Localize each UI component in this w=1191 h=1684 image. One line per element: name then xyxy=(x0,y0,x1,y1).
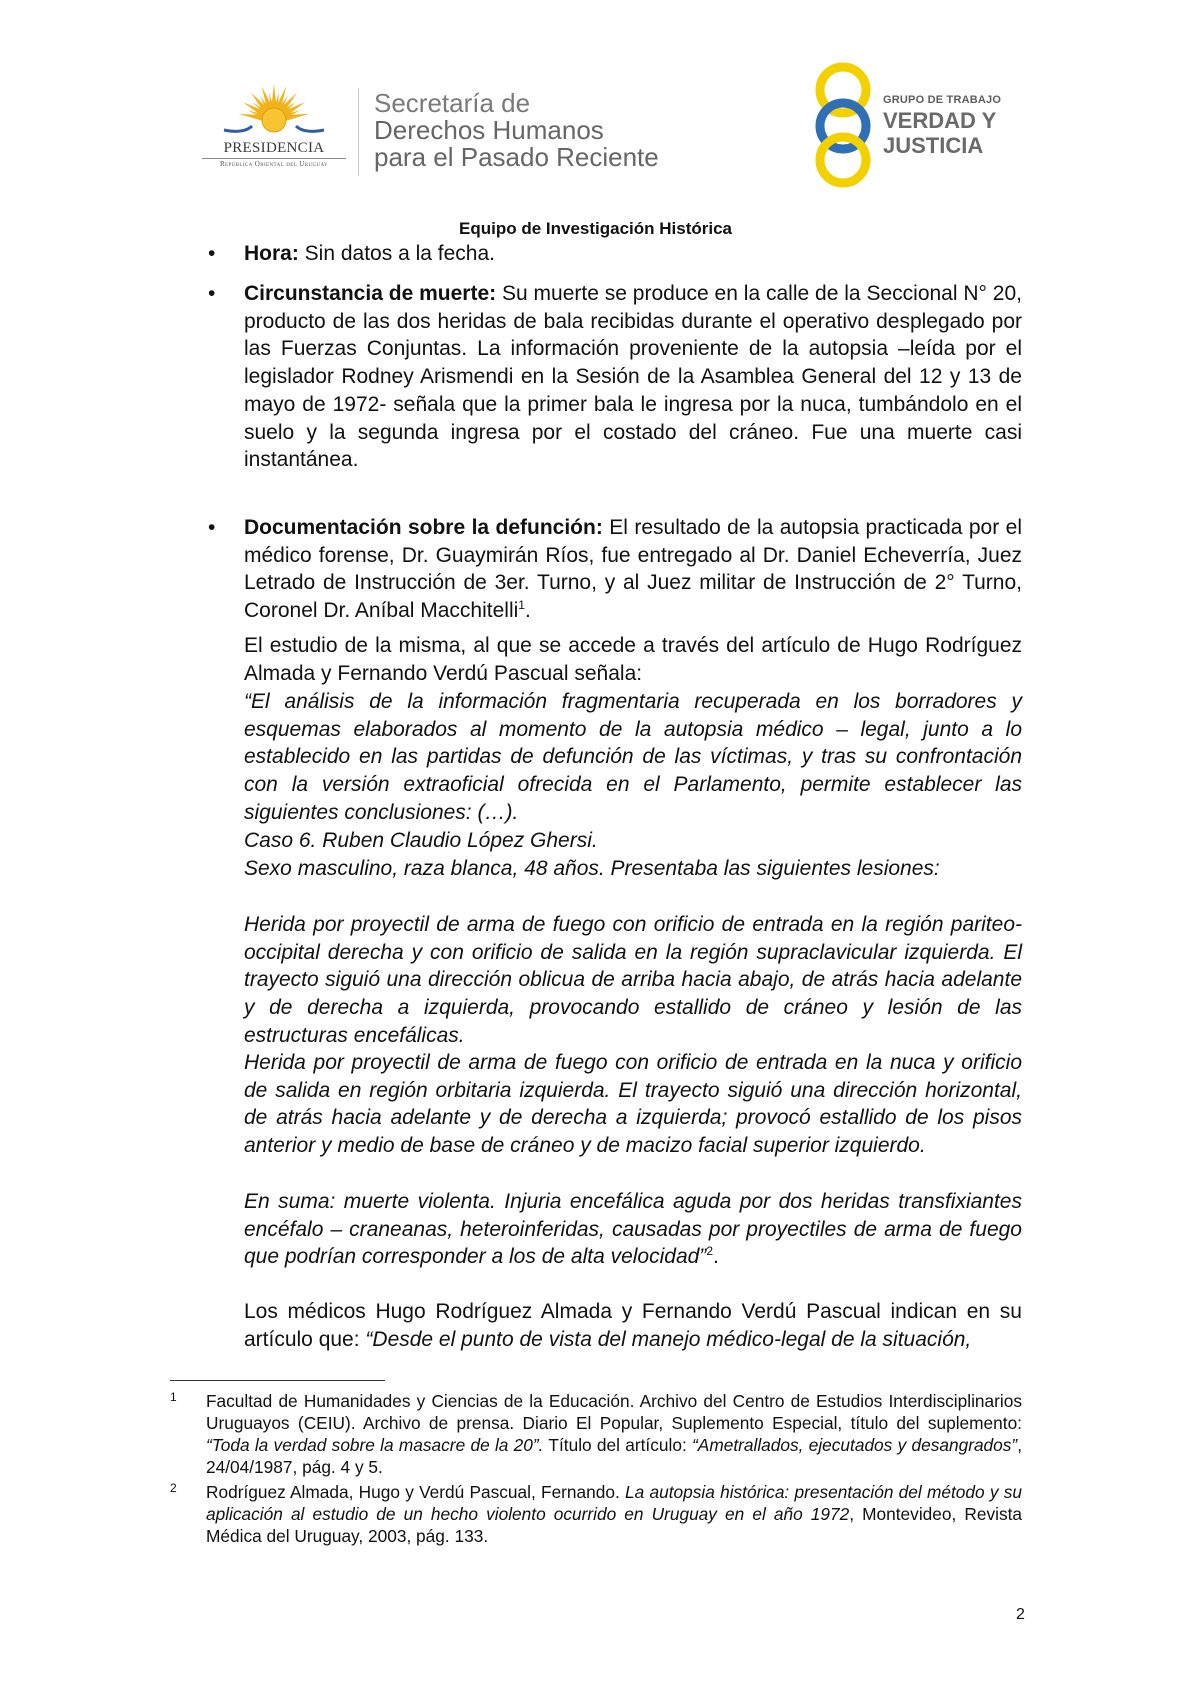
footnote-1-number: 1 xyxy=(170,1390,177,1404)
header-divider xyxy=(358,88,359,176)
equipo-heading: Equipo de Investigación Histórica xyxy=(459,219,732,238)
documentacion-end: . xyxy=(524,599,531,623)
quote-suma-end: . xyxy=(713,1245,719,1269)
fn1-text-a: Facultad de Humanidades y Ciencias de la Educación. Archivo del Centro de Estudios Interdisciplinarios Uruguayos (CEIU). Archivo de prensa. Diario El Popular, Suplemento Especial, título del suplemento: xyxy=(206,1391,1022,1433)
footnote-separator xyxy=(170,1380,385,1381)
secretaria-title xyxy=(374,90,659,171)
verdad-label: VERDAD Y xyxy=(883,108,997,133)
rings-icon xyxy=(808,62,878,188)
secretaria-line1: Secretaría de xyxy=(374,88,531,118)
documentacion-item xyxy=(244,514,1022,625)
secretaria-line2: Derechos Humanos xyxy=(374,115,604,145)
footnote-ref-1[interactable]: 1 xyxy=(518,598,525,613)
bullet-dot: • xyxy=(208,516,216,539)
footnote-2-number: 2 xyxy=(170,1481,177,1495)
hora-label: Hora: xyxy=(244,242,299,265)
sun-icon xyxy=(196,84,352,144)
presidencia-rule xyxy=(202,158,346,159)
fn1-italic-b: “Ametrallados, ejecutados y desangrados” xyxy=(692,1435,1018,1455)
estudio-paragraph: El estudio de la misma, al que se accede a través del artículo de Hugo Rodríguez Almada y Fernando Verdú Pascual señala: xyxy=(244,634,1022,685)
footnote-1 xyxy=(206,1390,1022,1478)
fn2-text-a: Rodríguez Almada, Hugo y Verdú Pascual, Fernando. xyxy=(206,1482,626,1502)
quote-suma-text: En suma: muerte violenta. Injuria encefálica aguda por dos heridas transfixiantes encéfalo – craneanas, heteroinferidas, causadas por proyectiles de arma de fuego que podrían corresponder a los de alta velocidad” xyxy=(244,1190,1022,1269)
documentacion-text: El resultado de la autopsia practicada por el médico forense, Dr. Guaymirán Ríos, fue entregado al Dr. Daniel Echeverría, Juez Letrado de Instrucción de 3er. Turno, y al Juez militar de Instrucción de 2° Turno, Coronel Dr. Aníbal Macchitelli xyxy=(244,516,1022,623)
page-number: 2 xyxy=(1016,1606,1025,1623)
quote-herida-2: Herida por proyectil de arma de fuego con orificio de entrada en la nuca y orificio de salida en región orbitaria izquierda. El trayecto siguió una dirección horizontal, de atrás hacia adelante y de derecha a izquierda; provocó estallido de los pisos anterior y medio de base de cráneo y de macizo facial superior izquierdo. xyxy=(244,1051,1022,1158)
circunstancia-text: Su muerte se produce en la calle de la Seccional N° 20, producto de las dos heridas de bala recibidas durante el operativo desplegado por las Fuerzas Conjuntas. La información proveniente de la autopsia –leída por el legislador Rodney Arismendi en la Sesión de la Asamblea General del 12 y 13 de mayo de 1972- señala que la primer bala le ingresa por la nuca, tumbándolo en el suelo y la segunda ingresa por el costado del cráneo. Fue una muerte casi instantánea. xyxy=(244,282,1022,472)
verdad-justicia-title xyxy=(883,108,996,158)
circunstancia-item xyxy=(244,280,1022,474)
presidencia-name: PRESIDENCIA xyxy=(223,140,325,156)
presidencia-logo xyxy=(196,84,352,176)
hora-item xyxy=(244,240,1022,268)
documentacion-label: Documentación sobre la defunción: xyxy=(244,516,603,539)
footnote-ref-2[interactable]: 2 xyxy=(706,1244,713,1259)
fn2-text-b: , Montevideo, Revista Médica del Uruguay, 2003, pág. 133. xyxy=(206,1504,1023,1546)
page-header xyxy=(0,0,1191,215)
quote-herida-1: Herida por proyectil de arma de fuego con orificio de entrada en la región pariteo-occipital derecha y con orificio de salida en la región supraclavicular izquierda. El trayecto siguió una dirección oblicua de arriba hacia abajo, de atrás hacia adelante y de derecha a izquierda, provocando estallido de cráneo y lesión de las estructuras encefálicas. xyxy=(244,913,1022,1047)
hora-text: Sin datos a la fecha. xyxy=(298,242,495,265)
medicos-quote: “Desde el punto de vista del manejo médico-legal de la situación, xyxy=(365,1327,972,1351)
circunstancia-label: Circunstancia de muerte: xyxy=(244,282,497,305)
justicia-label: JUSTICIA xyxy=(883,133,984,158)
bullet-dot: • xyxy=(208,282,216,305)
verdad-justicia-logo xyxy=(808,62,1028,188)
grupo-label: GRUPO DE TRABAJO xyxy=(883,94,1002,106)
fn1-text-b: Título del artículo: xyxy=(543,1435,693,1455)
quote-caso: Caso 6. Ruben Claudio López Ghersi. xyxy=(244,829,598,852)
fn1-text-c: , 24/04/1987, pág. 4 y 5. xyxy=(206,1435,1022,1477)
bullet-dot: • xyxy=(208,242,216,265)
presidencia-subtitle: República Oriental del Uruguay xyxy=(219,160,329,168)
medicos-text: Los médicos Hugo Rodríguez Almada y Fernando Verdú Pascual indican en su artículo que: xyxy=(244,1300,1022,1351)
fn1-italic-a: “Toda la verdad sobre la masacre de la 20”. xyxy=(206,1435,544,1455)
quote-sexo: Sexo masculino, raza blanca, 48 años. Presentaba las siguientes lesiones: xyxy=(244,857,940,880)
footnote-2 xyxy=(206,1481,1022,1547)
medicos-paragraph xyxy=(244,1298,1022,1353)
fn2-italic: La autopsia histórica: presentación del método y su aplicación al estudio de un hecho violento ocurrido en Uruguay en el año 1972 xyxy=(206,1482,1022,1524)
quote-suma xyxy=(244,1188,1022,1271)
secretaria-line3: para el Pasado Reciente xyxy=(374,142,659,172)
quote-analisis: “El análisis de la información fragmentaria recuperada en los borradores y esquemas elaborados al momento de la autopsia médico – legal, junto a lo establecido en las partidas de defunción de las víctimas, y tras su confrontación con la versión extraoficial ofrecida en el Parlamento, permite establecer las siguientes conclusiones: (…). xyxy=(244,690,1022,824)
